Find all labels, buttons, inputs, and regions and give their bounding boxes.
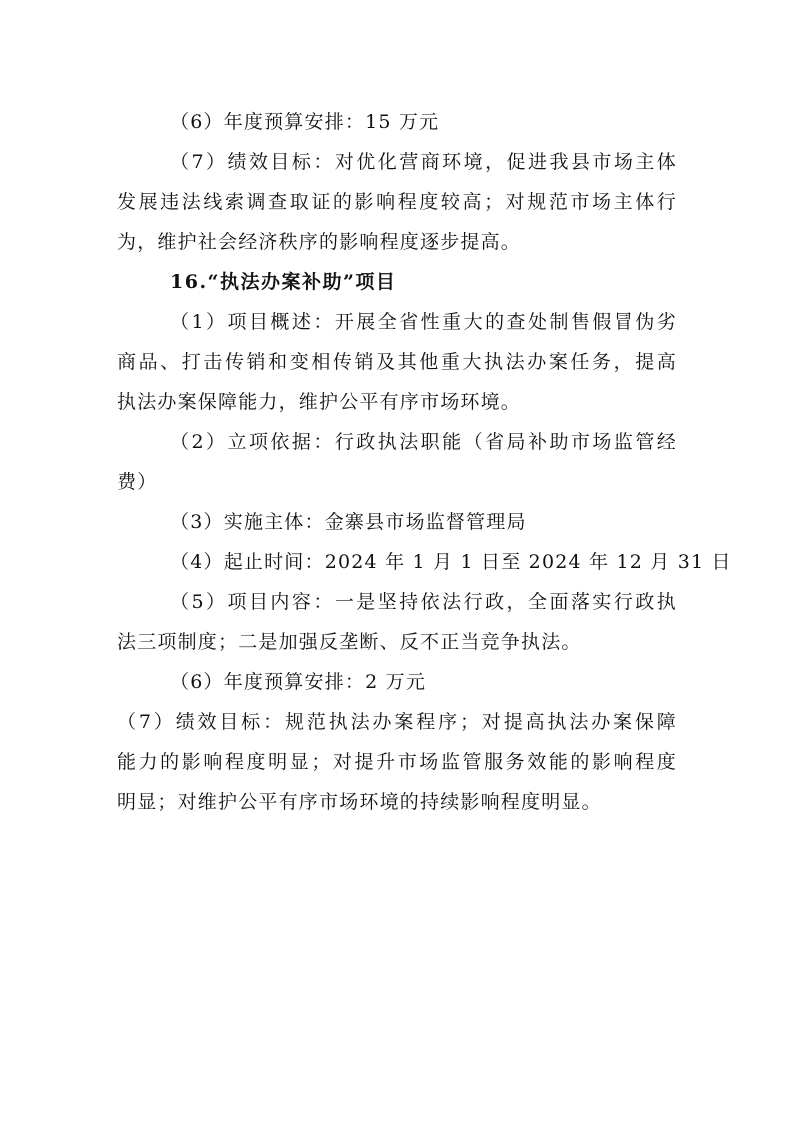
paragraph-content-1: （5）项目内容：一是坚持依法行政，全面落实行政执 xyxy=(170,591,677,613)
section-heading-16: 16.“执法办案补助”项目 xyxy=(170,271,397,293)
paragraph-basis-1: （2）立项依据：行政执法职能（省局补助市场监管经 xyxy=(170,431,677,453)
paragraph-basis-2: 费） xyxy=(117,471,158,493)
paragraph-period: （4）起止时间：2024 年 1 月 1 日至 2024 年 12 月 31 日 xyxy=(170,551,732,573)
paragraph-content-2: 法三项制度；二是加强反垄断、反不正当竞争执法。 xyxy=(117,631,582,653)
paragraph-budget-2: （6）年度预算安排：2 万元 xyxy=(170,671,427,693)
paragraph-overview-2: 商品、打击传销和变相传销及其他重大执法办案任务，提高 xyxy=(117,351,677,373)
paragraph-budget-15: （6）年度预算安排：15 万元 xyxy=(170,111,440,133)
paragraph-performance-goal-1: （7）绩效目标：对优化营商环境，促进我县市场主体 xyxy=(170,151,677,173)
paragraph-goal-b-2: 能力的影响程度明显；对提升市场监管服务效能的影响程度 xyxy=(117,751,677,773)
paragraph-overview-3: 执法办案保障能力，维护公平有序市场环境。 xyxy=(117,391,522,413)
paragraph-goal-b-3: 明显；对维护公平有序市场环境的持续影响程度明显。 xyxy=(117,791,602,813)
paragraph-performance-goal-3: 为，维护社会经济秩序的影响程度逐步提高。 xyxy=(117,231,522,253)
paragraph-performance-goal-2: 发展违法线索调查取证的影响程度较高；对规范市场主体行 xyxy=(117,191,677,213)
paragraph-goal-b-1: （7）绩效目标：规范执法办案程序；对提高执法办案保障 xyxy=(117,711,677,733)
paragraph-overview-1: （1）项目概述：开展全省性重大的查处制售假冒伪劣 xyxy=(170,311,677,333)
paragraph-implementer: （3）实施主体：金寨县市场监督管理局 xyxy=(170,511,527,533)
